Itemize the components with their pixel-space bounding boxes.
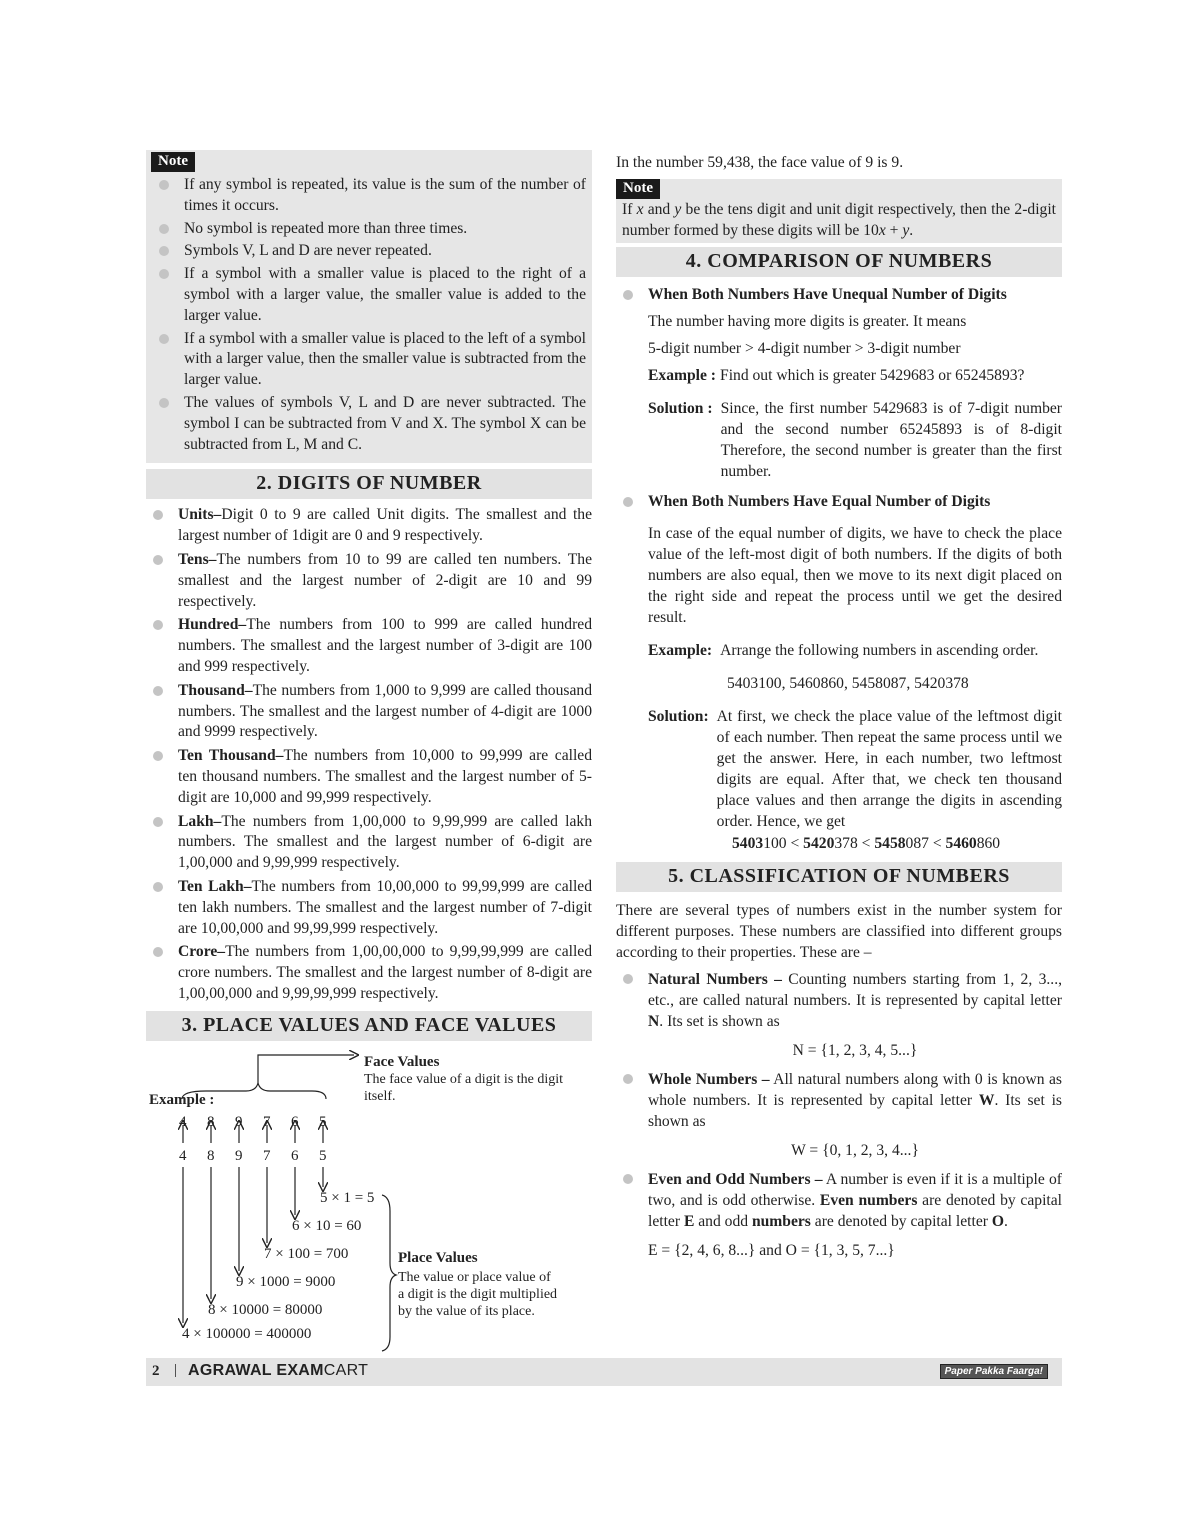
brand-part-2: EXAM [276, 1362, 324, 1379]
even-odd-term: Even and Odd Numbers – [648, 1170, 823, 1188]
comparison-list [616, 285, 1062, 306]
face-values-text-1: The face value of a digit is the digit [364, 1071, 564, 1087]
even-odd-bold-2: numbers [751, 1212, 811, 1230]
example-2-text: Arrange the following numbers in ascending order. [720, 641, 1039, 659]
note-item: If a symbol with a smaller value is placed to the right of a symbol with a larger value, the smaller value is added to the larger value. [152, 264, 586, 326]
unequal-body [616, 311, 1062, 482]
whole-term: Whole Numbers – [648, 1070, 770, 1088]
digit-category-term: Lakh– [178, 812, 222, 830]
digit-top-6: 5 [319, 1113, 327, 1130]
even-odd-text-1: A number is even if it is a multiple of two, and is odd otherwise. [648, 1170, 1062, 1209]
natural-term: Natural Numbers – [648, 970, 782, 988]
whole-text: All natural numbers along with 0 is known as whole numbers. It is represented by capital letter [648, 1070, 1062, 1109]
digit-category-term: Thousand– [178, 681, 253, 699]
solution-2-key: Solution: [648, 707, 709, 725]
digit-mid-3: 9 [235, 1147, 243, 1164]
order-number-rest: 860 [976, 834, 1001, 852]
example-1 [648, 365, 1062, 386]
list-item [616, 492, 1062, 513]
digit-category-text: The numbers from 1,000 to 9,999 are called thousand numbers. The smallest and the largest number of 4-digit are 1000 and 9999 respectively. [178, 681, 592, 741]
classification-list-2 [616, 1069, 1062, 1132]
digit-category-text: The numbers from 10,000 to 99,999 are called ten thousand numbers. The smallest and the largest number of 5-digit are 10,000 and 99,999 respectively. [178, 747, 593, 806]
less-than-sign: < [928, 834, 946, 852]
face-values-text-2: itself. [364, 1088, 396, 1104]
even-letter: E [683, 1212, 695, 1230]
digit-mid-5: 6 [291, 1147, 299, 1164]
note-text: If x and y be the tens digit and unit digit respectively, then the 2-digit number formed by these digits will be 10x + y. [622, 201, 1056, 239]
place-values-title: Place Values [398, 1249, 478, 1266]
example-2-numbers: 5403100, 5460860, 5458087, 5420378 [727, 674, 969, 692]
digit-category-term: Tens– [178, 550, 217, 568]
list-item [616, 285, 1062, 306]
product-lakhs: 4 × 100000 = 400000 [182, 1325, 312, 1342]
even-odd-bold-1: Even numbers [819, 1191, 918, 1209]
example-label: Example : [149, 1091, 215, 1108]
unequal-p1: The number having more digits is greater. It means [648, 312, 967, 330]
solution-1 [648, 398, 1062, 482]
example-1-key: Example : [648, 366, 717, 384]
digit-top-5: 6 [291, 1113, 299, 1130]
order-number-rest: 087 [905, 834, 929, 852]
classification-list-3 [616, 1169, 1062, 1232]
even-odd-item [616, 1169, 1062, 1232]
digit-top-1: 4 [179, 1113, 187, 1130]
place-values-text-1: The value or place value of [398, 1269, 551, 1285]
unequal-p2: 5-digit number > 4-digit number > 3-digit number [648, 339, 961, 357]
digit-top-4: 7 [263, 1113, 271, 1130]
whole-tail: . Its set is shown as [648, 1091, 1062, 1130]
page-footer [146, 1358, 1062, 1386]
natural-letter: N [648, 1012, 660, 1030]
face-value-arrow [258, 1055, 354, 1083]
digit-mid-1: 4 [179, 1147, 187, 1164]
ascending-order [648, 833, 1062, 854]
order-number-bold: 5458 [874, 834, 906, 852]
product-units: 5 × 1 = 5 [320, 1189, 375, 1206]
less-than-sign: < [786, 834, 804, 852]
natural-text: Counting numbers starting from 1, 2, 3..., etc., are called natural numbers. It is represented by capital letter [648, 970, 1062, 1009]
left-column [146, 150, 592, 1357]
order-number-bold: 5403 [732, 834, 764, 852]
whole-numbers-item [616, 1069, 1062, 1132]
product-thousands: 9 × 1000 = 9000 [236, 1273, 336, 1290]
less-than-sign: < [857, 834, 875, 852]
equal-body [616, 523, 1062, 854]
product-ten-thousands: 8 × 10000 = 80000 [208, 1301, 323, 1318]
brand-logo [188, 1362, 368, 1380]
equal-heading: When Both Numbers Have Equal Number of Digits [648, 492, 991, 510]
solution-2 [648, 706, 1062, 832]
digit-category-term: Units– [178, 506, 222, 524]
place-values-text-2: a digit is the digit multiplied [398, 1286, 558, 1302]
up-arrows [183, 1125, 323, 1143]
natural-set: N = {1, 2, 3, 4, 5...} [792, 1041, 918, 1059]
classification-intro: There are several types of numbers exist in the number system for different purposes. These numbers are classified into different groups according to their properties. These are – [616, 901, 1062, 961]
digit-top-3: 9 [235, 1113, 243, 1130]
digit-category-item [146, 681, 592, 743]
note-item: If a symbol with a smaller value is placed to the left of a symbol with a larger value, then the smaller value is subtracted from the larger value. [152, 329, 586, 391]
digits-list [146, 505, 592, 1004]
note-item: If any symbol is repeated, its value is the sum of the number of times it occurs. [152, 175, 586, 217]
note-tag: Note [151, 152, 195, 172]
solution-1-text: Since, the first number 5429683 is of 7-digit number and the second number 65245893 is of 8-digit Therefore, the second number is greater than the first number. [720, 399, 1062, 480]
digit-category-item [146, 877, 592, 939]
example-2 [648, 640, 1062, 661]
product-tens: 6 × 10 = 60 [292, 1217, 362, 1234]
note-list [152, 175, 586, 455]
note-item: No symbol is repeated more than three times. [152, 219, 586, 240]
place-values-text-3: by the value of its place. [398, 1303, 535, 1319]
digit-category-text: Digit 0 to 9 are called Unit digits. The smallest and the largest number of 1digit are 0 and 9 respectively. [178, 506, 592, 545]
digit-category-item [146, 942, 592, 1004]
even-odd-text-3: and odd [694, 1212, 752, 1230]
order-number-rest: 100 [763, 834, 787, 852]
brand-part-3: CART [323, 1362, 369, 1379]
brand-part-1: AGRAWAL [188, 1362, 277, 1379]
note-item: Symbols V, L and D are never repeated. [152, 241, 586, 262]
digit-category-item [146, 505, 592, 547]
whole-letter: W [978, 1091, 995, 1109]
section-heading-place-values: 3. PLACE VALUES AND FACE VALUES [146, 1011, 592, 1041]
digit-category-text: The numbers from 1,00,00,000 to 9,99,99,999 are called crore numbers. The smallest and the largest number of 8-digit are 1,00,00,000 and 9,99,99,999 respectively. [178, 943, 592, 1002]
equal-paragraph: In case of the equal number of digits, we have to check the place value of the left-most digit of both numbers. If the digits of both numbers are also equal, then we move to its next digit placed on the right side and repeat the process until we get the desired result. [648, 524, 1062, 626]
tens-units-note-box [616, 179, 1062, 243]
note-item: The values of symbols V, L and D are never subtracted. The symbol I can be subtracted from V and X. The symbol X can be subtracted from L, M and C. [152, 393, 586, 455]
even-odd-text-2: are denoted by capital letter [648, 1191, 1062, 1230]
digit-mid-6: 5 [319, 1147, 327, 1164]
classification-list [616, 969, 1062, 1032]
section-heading-digits: 2. DIGITS OF NUMBER [146, 469, 592, 499]
digit-category-text: The numbers from 10 to 99 are called ten numbers. The smallest and the largest number of 2-digit are 10 and 99 respectively. [178, 550, 592, 610]
digit-category-item [146, 550, 592, 612]
order-number-rest: 378 [834, 834, 858, 852]
roman-note-box [146, 150, 592, 463]
face-value-example: In the number 59,438, the face value of 9 is 9. [616, 154, 904, 171]
place-value-diagram [146, 1047, 592, 1357]
right-column [616, 152, 1062, 1261]
page-number: 2 [152, 1363, 160, 1379]
right-brace [382, 1195, 396, 1351]
product-hundreds: 7 × 100 = 700 [264, 1245, 349, 1262]
unequal-heading: When Both Numbers Have Unequal Number of Digits [648, 286, 1007, 303]
section-heading-comparison: 4. COMPARISON OF NUMBERS [616, 247, 1062, 277]
solution-2-text: At first, we check the place value of the leftmost digit of each number. Then repeat the same process until we get the answer. Here, in each number, two leftmost digits are equal. After that, we check ten thousand place values and then arrange the digits in ascending order. Hence, we get [716, 707, 1062, 830]
digit-category-text: The numbers from 100 to 999 are called hundred numbers. The smallest and the largest number of 3-digit are 100 and 999 respectively. [178, 616, 592, 675]
digit-category-item [146, 812, 592, 874]
odd-letter: O [991, 1212, 1004, 1230]
even-odd-text-5: . [1004, 1212, 1008, 1230]
digit-category-text: The numbers from 1,00,000 to 9,99,999 are called lakh numbers. The smallest and the largest number of 6-digit are 1,00,000 and 9,99,999 respectively. [178, 812, 592, 872]
digit-category-term: Ten Thousand– [178, 747, 284, 765]
digit-mid-4: 7 [263, 1147, 271, 1164]
tagline-badge: Paper Pakka Faarga! [940, 1364, 1048, 1379]
digit-top-2: 8 [207, 1113, 215, 1130]
example-2-key: Example: [648, 641, 713, 659]
footer-separator: | [174, 1362, 178, 1378]
face-values-title: Face Values [364, 1053, 440, 1070]
digit-mid-2: 8 [207, 1147, 215, 1164]
comparison-list-2 [616, 492, 1062, 513]
whole-set: W = {0, 1, 2, 3, 4...} [791, 1141, 919, 1159]
example-1-text: Find out which is greater 5429683 or 65245893? [720, 366, 1025, 384]
note-tag: Note [616, 179, 660, 199]
section-heading-classification: 5. CLASSIFICATION OF NUMBERS [616, 862, 1062, 892]
digit-category-term: Ten Lakh– [178, 877, 252, 895]
natural-tail: . Its set is shown as [659, 1012, 780, 1030]
solution-1-key: Solution : [648, 399, 713, 417]
digit-category-term: Crore– [178, 943, 226, 961]
even-odd-text-4: are denoted by capital letter [810, 1212, 992, 1230]
digit-category-text: The numbers from 10,00,000 to 99,99,999 are called ten lakh numbers. The smallest and the largest number of 7-digit are 10,00,000 and 99,99,999 respectively. [178, 877, 592, 937]
digit-category-term: Hundred– [178, 616, 247, 634]
digit-category-item [146, 615, 592, 677]
digit-category-item [146, 746, 592, 808]
order-number-bold: 5420 [803, 834, 835, 852]
order-number-bold: 5460 [945, 834, 977, 852]
natural-numbers-item [616, 969, 1062, 1032]
even-odd-set: E = {2, 4, 6, 8...} and O = {1, 3, 5, 7...} [648, 1241, 895, 1259]
